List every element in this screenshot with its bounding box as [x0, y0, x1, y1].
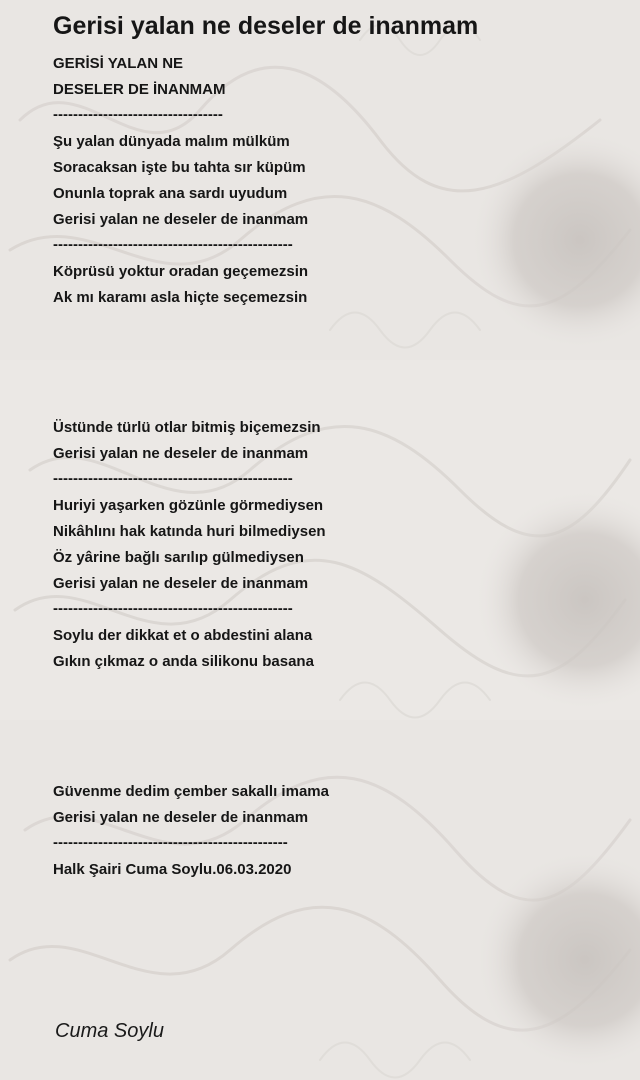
poem-line: Huriyi yaşarken gözünle görmediysen: [53, 497, 324, 514]
poem-stanza-gap: [53, 339, 613, 365]
poem-body: [53, 53, 613, 885]
poem-stanza-gap: [53, 391, 613, 417]
poem-line: Güvenme dedim çember sakallı imama: [53, 783, 329, 800]
poem-stanza-gap: [53, 365, 613, 391]
poem-line: Gerisi yalan ne deseler de inanmam: [53, 809, 309, 826]
poem-line: Onunla toprak ana sardı uyudum: [53, 185, 288, 202]
poem-line: Köprüsü yoktur oradan geçemezsin: [53, 263, 309, 280]
poem-divider: ------------------------------------------------: [53, 470, 293, 487]
poem-divider: ------------------------------------------------: [53, 236, 293, 253]
poem-stanza-gap: [53, 703, 613, 729]
poem-line: Nikâhlını hak katında huri bilmediysen: [53, 523, 326, 540]
poem-line: Gerisi yalan ne deseler de inanmam: [53, 211, 309, 228]
poem-line: GERİSİ YALAN NE: [53, 55, 184, 72]
poem-line: DESELER DE İNANMAM: [53, 81, 226, 98]
author-signature: Cuma Soylu: [55, 1020, 164, 1042]
poem-line: Üstünde türlü otlar bitmiş biçemezsin: [53, 419, 321, 436]
poem-stanza-gap: [53, 313, 613, 339]
poem-divider: ------------------------------------------------: [53, 600, 293, 617]
poem-line: Soracaksan işte bu tahta sır küpüm: [53, 159, 306, 176]
poem-stanza-gap: [53, 677, 613, 703]
poem-line: Şu yalan dünyada malım mülküm: [53, 133, 290, 150]
poem-line: Gerisi yalan ne deseler de inanmam: [53, 575, 309, 592]
poem-divider: -----------------------------------------------: [53, 834, 288, 851]
poem-line: Gıkın çıkmaz o anda silikonu basana: [53, 653, 314, 670]
poem-divider: ----------------------------------: [53, 106, 223, 123]
poem-line: Ak mı karamı asla hiçte seçemezsin: [53, 289, 308, 306]
poem-stanza-gap: [53, 729, 613, 755]
poem-line: Gerisi yalan ne deseler de inanmam: [53, 445, 309, 462]
poem-stanza-gap: [53, 755, 613, 781]
poem-line: Halk Şairi Cuma Soylu.06.03.2020: [53, 861, 292, 878]
poem-line: Öz yârine bağlı sarılıp gülmediysen: [53, 549, 304, 566]
page-title: Gerisi yalan ne deseler de inanmam: [53, 12, 479, 40]
poem-line: Soylu der dikkat et o abdestini alana: [53, 627, 313, 644]
